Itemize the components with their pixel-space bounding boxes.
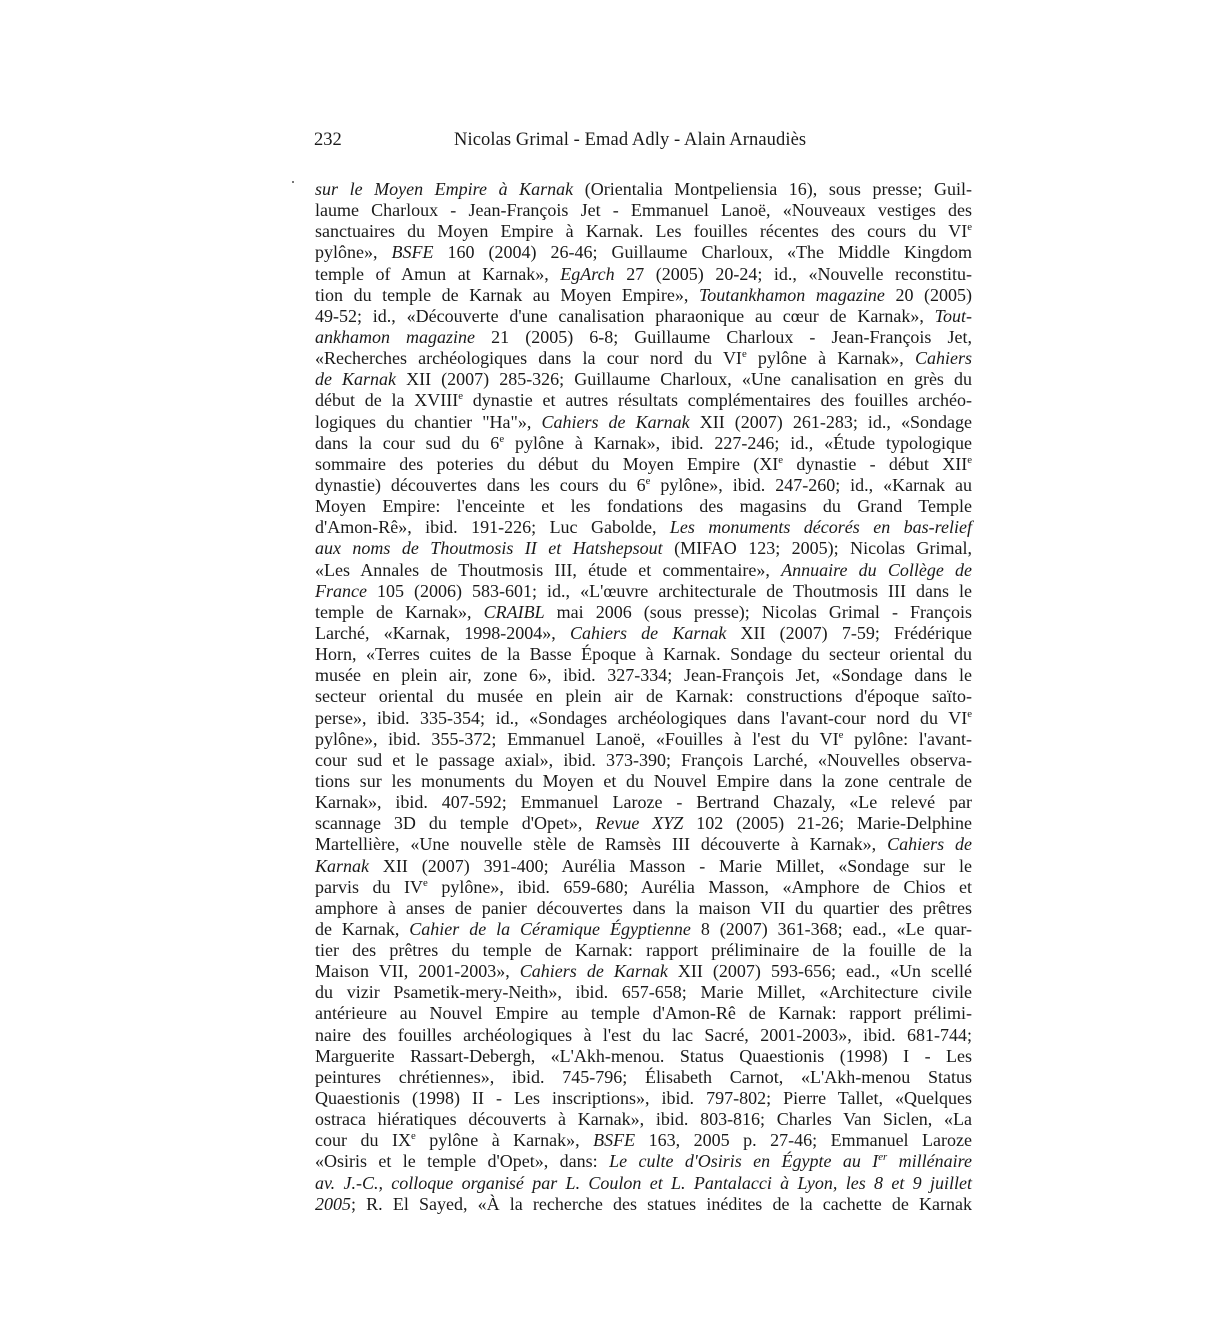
italic-title: de Karnak	[315, 369, 397, 390]
text-line	[315, 708, 972, 729]
text-line	[315, 538, 972, 559]
text-segment: tier des prêtres du temple de Karnak: rapport préliminaire de la fouille de la	[315, 940, 972, 961]
text-line	[315, 771, 972, 792]
text-segment: dynastie et autres résultats complémentaires des fouilles archéo-	[463, 390, 972, 411]
text-segment: mai 2006 (sous presse); Nicolas Grimal - François	[544, 601, 972, 622]
text-line	[315, 940, 972, 961]
italic-title: Tout-	[934, 305, 972, 326]
text-segment: perse», ibid. 335-354; id., «Sondages archéologiques dans l'avant-cour nord du VI	[315, 707, 968, 728]
text-line	[315, 348, 972, 369]
text-segment: 102 (2005) 21-26; Marie-Delphine	[683, 813, 972, 834]
text-line	[315, 390, 972, 411]
superscript: e	[838, 728, 844, 741]
text-line	[315, 898, 972, 919]
text-line	[315, 433, 972, 454]
text-segment: peintures chrétiennes», ibid. 745-796; Élisabeth Carnot, «L'Akh-menou Status	[315, 1066, 972, 1087]
text-segment: pylône à Karnak», ibid. 227-246; id., «Étude typologique	[504, 432, 972, 453]
text-line	[315, 1046, 972, 1067]
text-segment: dans la cour sud du 6	[315, 432, 500, 453]
text-line	[315, 919, 972, 940]
superscript: e	[645, 474, 651, 487]
text-line	[315, 729, 972, 750]
text-segment: début de la XVIII	[315, 390, 459, 411]
superscript: e	[967, 221, 972, 234]
italic-title: Karnak	[315, 855, 369, 876]
text-line	[315, 792, 972, 813]
text-line	[315, 686, 972, 707]
text-line	[315, 665, 972, 686]
italic-title: Cahiers	[914, 348, 972, 369]
text-line	[315, 179, 972, 200]
text-segment: «Les Annales de Thoutmosis III, étude et commentaire»,	[315, 559, 782, 580]
text-segment: pylône à Karnak»,	[746, 348, 915, 369]
text-segment: sanctuaires du Moyen Empire à Karnak. Les fouilles récentes des cours du VI	[315, 221, 968, 242]
text-segment: ostraca hiératiques découverts à Karnak», ibid. 803-816; Charles Van Siclen, «La	[315, 1109, 972, 1130]
text-segment: 27 (2005) 20-24; id., «Nouvelle reconstitu-	[614, 263, 972, 284]
superscript: e	[967, 707, 972, 720]
italic-title: Annuaire du Collège de	[781, 559, 972, 580]
text-segment: pylône à Karnak»,	[415, 1130, 594, 1151]
text-segment: Maison VII, 2001-2003»,	[315, 961, 520, 982]
text-segment: secteur oriental du musée en plein air de Karnak: constructions d'époque saïto-	[315, 686, 972, 707]
italic-title: 2005	[315, 1193, 351, 1214]
text-segment: du vizir Psametik-mery-Neith», ibid. 657-658; Marie Millet, «Architecture civile	[315, 982, 972, 1003]
text-segment: pylône», ibid. 247-260; id., «Karnak au	[650, 474, 972, 495]
text-segment: dynastie) découvertes dans les cours du 6	[315, 474, 646, 495]
text-line	[315, 1130, 972, 1151]
text-segment: 49-52; id., «Découverte d'une canalisation pharaonique au cœur de Karnak»,	[315, 305, 935, 326]
superscript: e	[967, 453, 972, 466]
text-line	[315, 1194, 972, 1215]
text-segment: 21 (2005) 6-8; Guillaume Charloux - Jean-François Jet,	[475, 326, 973, 347]
text-line	[315, 327, 972, 348]
text-segment: laume Charloux - Jean-François Jet - Emmanuel Lanoë, «Nouveaux vestiges des	[315, 200, 972, 221]
text-line	[315, 581, 972, 602]
text-line	[315, 877, 972, 898]
text-line	[315, 623, 972, 644]
superscript: er	[878, 1151, 888, 1164]
italic-title: sur le Moyen Empire à Karnak	[315, 179, 574, 199]
text-segment: 105 (2006) 583-601; id., «L'œuvre architecturale de Thoutmosis III dans le	[366, 580, 972, 601]
text-segment: «Recherches archéologiques dans la cour nord du VI	[315, 348, 742, 369]
text-line	[315, 1025, 972, 1046]
italic-title: Le culte d'Osiris en Égypte au I	[609, 1151, 879, 1172]
text-line	[315, 1003, 972, 1024]
running-header	[314, 128, 974, 152]
italic-title: av. J.-C., colloque organisé par L. Coulon et L. Pantalacci à Lyon, les 8 et 9 juillet	[315, 1172, 972, 1193]
margin-mark	[292, 181, 294, 183]
text-segment: (Orientalia Montpeliensia 16), sous presse; Guil-	[573, 179, 972, 199]
page-number: 232	[314, 130, 342, 150]
italic-title: Toutankhamon magazine	[698, 284, 885, 305]
italic-title: millénaire	[887, 1151, 972, 1172]
text-segment: amphore à anses de panier découvertes dans la maison VII du quartier des prêtres	[315, 897, 972, 918]
text-segment: pylône», ibid. 659-680; Aurélia Masson, «Amphore de Chios et	[427, 876, 972, 897]
text-segment: sommaire des poteries du début du Moyen Empire (XI	[315, 453, 779, 474]
italic-title: aux noms de Thoutmosis II et Hatshepsout	[315, 538, 663, 559]
text-segment: Martellière, «Une nouvelle stèle de Ramsès III découverte à Karnak»,	[315, 834, 888, 855]
text-segment: Marguerite Rassart-Debergh, «L'Akh-menou. Status Quaestionis (1998) I - Les	[315, 1045, 972, 1066]
text-segment: tions sur les monuments du Moyen et du Nouvel Empire dans la zone centrale de	[315, 770, 972, 791]
running-header-authors: Nicolas Grimal - Emad Adly - Alain Arnaudiès	[454, 130, 807, 150]
text-line	[315, 1088, 972, 1109]
text-line	[315, 285, 972, 306]
text-line	[315, 369, 972, 390]
text-segment: d'Amon-Rê», ibid. 191-226; Luc Gabolde,	[315, 517, 670, 538]
text-segment: XII (2007) 593-656; ead., «Un scellé	[667, 961, 973, 982]
italic-title: BSFE	[593, 1130, 636, 1151]
text-line	[315, 306, 972, 327]
text-segment: 160 (2004) 26-46; Guillaume Charloux, «The Middle Kingdom	[433, 242, 972, 263]
text-segment: Quaestionis (1998) II - Les inscriptions», ibid. 797-802; Pierre Tallet, «Quelques	[315, 1088, 972, 1109]
italic-title: Cahiers de	[887, 834, 973, 855]
text-segment: parvis du IV	[315, 876, 424, 897]
text-segment: pylône: l'avant-	[843, 728, 972, 749]
text-segment: pylône»,	[315, 242, 392, 263]
text-segment: 20 (2005)	[884, 284, 972, 305]
text-segment: Larché, «Karnak, 1998-2004»,	[315, 622, 570, 643]
text-segment: cour du IX	[315, 1130, 411, 1151]
text-segment: 8 (2007) 361-368; ead., «Le quar-	[690, 918, 972, 939]
text-line	[315, 813, 972, 834]
superscript: e	[410, 1130, 416, 1143]
text-segment: naire des fouilles archéologiques à l'est du lac Sacré, 2001-2003», ibid. 681-744;	[315, 1024, 972, 1045]
text-segment: musée en plein air, zone 6», ibid. 327-334; Jean-François Jet, «Sondage dans le	[315, 665, 972, 686]
text-line	[315, 856, 972, 877]
italic-title: France	[315, 580, 367, 601]
text-segment: XII (2007) 285-326; Guillaume Charloux, «Une canalisation en grès du	[396, 369, 972, 390]
text-segment: temple de Karnak»,	[315, 601, 484, 622]
text-line	[315, 644, 972, 665]
superscript: e	[499, 432, 505, 445]
text-line	[315, 412, 972, 433]
text-segment: Karnak», ibid. 407-592; Emmanuel Laroze - Bertrand Chazaly, «Le relevé par	[315, 792, 972, 813]
text-segment: XII (2007) 391-400; Aurélia Masson - Marie Millet, «Sondage sur le	[369, 855, 972, 876]
text-line	[315, 475, 972, 496]
superscript: e	[423, 876, 428, 889]
text-segment: Horn, «Terres cuites de la Basse Époque à Karnak. Sondage du secteur oriental du	[315, 644, 972, 665]
text-segment: 163, 2005 p. 27-46; Emmanuel Laroze	[635, 1130, 972, 1151]
italic-title: ankhamon magazine	[315, 326, 476, 347]
text-segment: ; R. El Sayed, «À la recherche des statues inédites de la cachette de Karnak	[351, 1193, 972, 1214]
text-line	[315, 1151, 972, 1172]
text-segment: XII (2007) 261-283; id., «Sondage	[689, 411, 972, 432]
italic-title: Cahiers de Karnak	[519, 961, 668, 982]
text-line	[315, 221, 972, 242]
text-line	[315, 264, 972, 285]
italic-title: Cahier de la Céramique Égyptienne	[409, 918, 691, 939]
italic-title: Cahiers de Karnak	[569, 622, 727, 643]
text-line	[315, 602, 972, 623]
text-line	[315, 982, 972, 1003]
text-segment: antérieure au Nouvel Empire au temple d'Amon-Rê de Karnak: rapport prélimi-	[315, 1003, 972, 1024]
footnote-text-block	[315, 179, 972, 1215]
superscript: e	[741, 348, 747, 361]
italic-title: Les monuments décorés en bas-relief	[669, 517, 972, 538]
text-line	[315, 454, 972, 475]
text-line	[315, 961, 972, 982]
text-line	[315, 1067, 972, 1088]
text-line	[315, 560, 972, 581]
text-line	[315, 1109, 972, 1130]
text-segment: tion du temple de Karnak au Moyen Empire»,	[315, 284, 699, 305]
text-segment: scannage 3D du temple d'Opet»,	[315, 813, 596, 834]
superscript: e	[458, 390, 464, 403]
text-line	[315, 1173, 972, 1194]
text-line	[315, 834, 972, 855]
italic-title: Revue XYZ	[595, 813, 684, 834]
italic-title: Cahiers de Karnak	[541, 411, 690, 432]
text-line	[315, 750, 972, 771]
superscript: e	[778, 453, 784, 466]
italic-title: BSFE	[391, 242, 434, 263]
text-segment: pylône», ibid. 355-372; Emmanuel Lanoë, «Fouilles à l'est du VI	[315, 728, 839, 749]
text-segment: de Karnak,	[315, 918, 410, 939]
text-line	[315, 496, 972, 517]
text-segment: «Osiris et le temple d'Opet», dans:	[315, 1151, 610, 1172]
text-segment: temple of Amun at Karnak»,	[315, 263, 561, 284]
text-line	[315, 517, 972, 538]
text-line	[315, 242, 972, 263]
italic-title: CRAIBL	[483, 601, 545, 622]
text-segment: XII (2007) 7-59; Frédérique	[726, 622, 972, 643]
text-segment: dynastie - début XII	[783, 453, 968, 474]
text-line	[315, 200, 972, 221]
text-segment: cour sud et le passage axial», ibid. 373-390; François Larché, «Nouvelles observa-	[315, 749, 972, 770]
text-segment: Moyen Empire: l'enceinte et les fondations des magasins du Grand Temple	[315, 496, 972, 517]
italic-title: EgArch	[560, 263, 615, 284]
text-segment: logiques du chantier "Ha"»,	[315, 411, 542, 432]
text-segment: (MIFAO 123; 2005); Nicolas Grimal,	[662, 538, 973, 559]
